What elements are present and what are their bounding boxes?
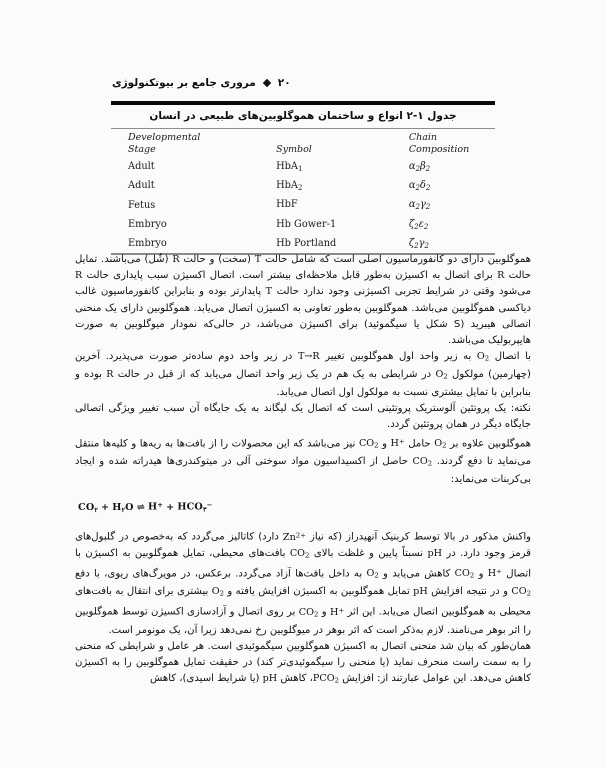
eq-co2-sub: ٢ (94, 505, 99, 514)
chain-a: ζ (408, 237, 415, 249)
equation-plus-1: + (101, 502, 110, 514)
table-caption: جدول ۱-۲ انواع و ساختمان هموگلوبین‌های طبیعی در انسان (149, 110, 457, 122)
paragraph-3-note: نکته: یک پروتئین آلوستریک پروتئینی است که اتصال یک لیگاند به یک جایگاه آن سبب تغییر ویژگی اتصالی جایگاه دیگر در همان پروتئین گردد. (75, 403, 531, 431)
p5-seg-c: نسبتاً پایین و غلظت بالای (309, 547, 428, 559)
symbol-CO2-sub: 2 (469, 572, 475, 581)
p4-seg-d: نیز می‌باشد که این محصولات را از بافت‌ها به ریه‌ها و کلیه‌ها منتقل می‌نماید تا دفع گردند. (75, 438, 532, 468)
table-row (111, 177, 495, 196)
symbol-CO2 (511, 586, 531, 597)
header-rule (111, 101, 495, 105)
chain-a-sub: 2 (415, 163, 420, 173)
symbol-O2-text: O (211, 586, 220, 598)
eq-hco3-sup: − (206, 501, 213, 510)
equation-rhs-h (148, 497, 163, 516)
table-header-row (111, 129, 495, 158)
chain-a-sub: 2 (414, 221, 419, 231)
cell-stage: Fetus (128, 199, 156, 211)
symbol-CO2 (299, 607, 319, 618)
eq-hco3-sub: ٣ (202, 505, 207, 514)
symbol-R: R (172, 254, 180, 265)
hemoglobin-table (111, 129, 495, 254)
symbol-CO2-text: CO (511, 586, 527, 598)
symbol-O2-text: O (476, 351, 485, 363)
column-header-chain (403, 129, 495, 158)
symbol-PCO2 (313, 673, 339, 684)
chain-b: γ (419, 199, 426, 211)
symbol-CO2 (290, 548, 310, 559)
symbol-PCO2-sub: 2 (334, 677, 339, 686)
eq-h2o-o: O (125, 502, 134, 514)
paragraph-5 (75, 527, 531, 639)
body-copy (75, 252, 531, 689)
symbol-T-to-R: T→R (297, 351, 320, 363)
symbol-CO2-sub: 2 (305, 551, 310, 560)
cell-stage: Embryo (128, 238, 167, 249)
symbol-zinc (283, 532, 306, 543)
equation-equilibrium-arrow: ⇌ (136, 502, 145, 514)
symbol-O2-text: O (366, 568, 375, 580)
p5-seg-j: بیشتری برای انتقال به بافت‌های محیطی به هموگلوبین اتصال می‌یابد. این اثر (75, 586, 531, 618)
symbol-O2 (477, 351, 489, 362)
cell-symbol-text: HbA (276, 160, 298, 172)
chain-a: α (408, 199, 416, 211)
cell-chain (403, 157, 495, 176)
symbol-O2-sub: 2 (484, 354, 490, 363)
cell-symbol (276, 177, 403, 196)
eq-h2o-sub: ٢ (121, 505, 126, 514)
chain-b: ε (418, 218, 424, 230)
symbol-CO2-text: CO (298, 606, 314, 618)
symbol-H-plus (391, 438, 405, 449)
chain-b-sub: 2 (425, 163, 431, 173)
column-header-stage (111, 129, 276, 158)
symbol-CO2 (359, 438, 379, 449)
symbol-H-text: H (329, 606, 339, 618)
symbol-H-sup: + (496, 567, 502, 576)
chain-a-sub: 2 (415, 182, 420, 192)
cell-symbol-subscript: 2 (298, 182, 303, 192)
p5-seg-l: بر روی اتصال و آزادسازی اکسیژن توسط هموگلوبین را اثر بوهر می‌نامند. لازم به‌ذکر است که اثر بوهر در میوگلوبین رخ نمی‌دهد زیرا آن، یک مونومر است. (75, 606, 531, 636)
symbol-H-sup: + (338, 606, 345, 615)
cell-chain (403, 177, 495, 196)
symbol-O2-text: O (435, 369, 444, 381)
chain-b-sub: 2 (424, 240, 429, 250)
p5-seg-f: کاهش می‌یابد و (378, 568, 455, 580)
p6-seg-c: (یا شرایط اسیدی)، کاهش (150, 673, 263, 685)
eq-co2-text: CO (78, 502, 95, 514)
p1-seg-b: (سخت) و حالت (179, 254, 255, 265)
symbol-O2-sub: 2 (219, 590, 225, 599)
symbol-H-text: H (487, 568, 497, 580)
chain-a: α (408, 180, 416, 192)
symbol-pH: pH (413, 586, 428, 598)
cell-chain (403, 215, 495, 234)
paragraph-4 (75, 434, 531, 489)
column-header-symbol-line2: Symbol (276, 143, 312, 155)
cell-symbol-subscript: 1 (298, 163, 303, 173)
eq-h-text: H (147, 502, 158, 514)
equation-plus-2: + (166, 502, 175, 514)
p5-seg-i: تمایل هموگلوبین به اکسیژن افزایش یافته و (224, 586, 414, 598)
table-body (111, 157, 495, 253)
chain-a-sub: 2 (415, 202, 420, 212)
symbol-O2-text: O (434, 438, 443, 450)
p5-seg-g: به داخل بافت‌ها آزاد می‌گردد. برعکس، در مویرگ‌های ریوی، با دفع (75, 568, 367, 580)
p2-seg-a: با اتصال (489, 351, 531, 363)
p1-seg-e: می‌شود وقتی در شرایط تجربی اکسیژنی وجود ندارد حالت (272, 286, 531, 298)
cell-stage: Adult (128, 161, 155, 173)
cell-chain (403, 234, 495, 253)
paragraph-1 (75, 252, 531, 349)
symbol-CO2 (455, 568, 475, 579)
p6-seg-b: ، کاهش (277, 673, 313, 685)
eq-h2o-h: H (112, 502, 122, 514)
p2-seg-c: در زیر واحد دوم ساده‌تر صورت می‌پذیرد. آخرین (چهارمین) مولکول (75, 351, 531, 381)
table-row (111, 215, 495, 234)
column-header-stage-line2: Stage (128, 143, 156, 155)
chain-a-sub: 2 (414, 240, 419, 250)
column-header-chain-line2: Composition (408, 143, 470, 155)
symbol-H-sup: + (398, 437, 405, 446)
eq-h-sup: + (157, 501, 164, 510)
eq-hco3-text: HCO (177, 502, 203, 514)
symbol-O2 (435, 369, 447, 380)
chain-b: β (419, 160, 426, 172)
chain-b: δ (419, 180, 426, 192)
cell-symbol (276, 196, 403, 215)
symbol-H-plus (330, 607, 344, 618)
header-title: مروری جامع بر بیوتکنولوژی (112, 77, 256, 89)
p2-seg-d: در شرایطی به یک هم در یک زیر واحد اتصال می‌یابد که از قبل در حالت (113, 369, 436, 381)
equation-lhs-co2 (78, 500, 98, 518)
p1-seg-c: (شُل) می‌باشند. تمایل حالت (75, 254, 531, 282)
cell-symbol-text: Hb Gower-1 (276, 218, 337, 230)
symbol-CO2-sub: 2 (526, 590, 532, 599)
symbol-T: T (254, 254, 262, 265)
table-row (111, 196, 495, 215)
symbol-CO2-sub: 2 (374, 442, 379, 451)
p5-seg-d: بافت‌های محیطی، تمایل هموگلوبین به اکسیژن با اتصال (75, 547, 532, 580)
symbol-R: R (497, 270, 505, 282)
p2-seg-b: به زیر واحد اول هموگلوبین تغییر (319, 351, 477, 363)
symbol-O2 (366, 568, 378, 579)
p4-seg-e: حاصل از اکسیداسیون مواد سوختی آلی در میتوکندری‌ها هیدراته شده و ایجاد بی‌کربنات می‌نماید: (75, 456, 531, 486)
symbol-CO2-text: CO (412, 456, 428, 468)
paragraph-6 (75, 639, 531, 689)
symbol-pH: pH (262, 673, 278, 685)
equation-lhs-h2o (112, 500, 133, 518)
p5-seg-b: دارد) کاتالیز می‌گردد که به‌خصوص در گلبول‌های قرمز وجود دارد. در (75, 531, 531, 559)
bicarbonate-equation (75, 497, 531, 518)
paragraph-2 (75, 349, 531, 401)
cell-symbol (276, 157, 403, 176)
cell-symbol-text: HbF (276, 199, 298, 211)
p5-seg-a: واکنش مذکور در بالا توسط کربنیک آنهیدراز (که نیاز (305, 531, 531, 543)
symbol-H-text: H (390, 438, 399, 450)
chain-b-sub: 2 (425, 202, 431, 212)
page-number: ۲۰ (277, 77, 291, 89)
table-head (111, 129, 495, 158)
cell-symbol-text: Hb Portland (276, 237, 337, 249)
running-header (112, 78, 494, 89)
column-header-stage-line1: Developmental (128, 131, 201, 143)
p4-seg-b: حامل (404, 438, 435, 450)
symbol-PCO2-text: PCO (312, 673, 335, 685)
p1-seg-a: هموگلوبین دارای دو کانفورماسیون اصلی است که شامل حالت (261, 254, 531, 265)
chain-b-sub: 2 (425, 182, 431, 192)
chain-b-sub: 2 (423, 221, 429, 231)
p1-seg-f: پایدارتر بوده و بنابراین کانفورماسیون غالب دیاکسی هموگلوبین می‌باشد. هموگلوبین به‌طور تعاونی به اکسیژن اتصال می‌یابد. هموگلوبین دارای یک منحنی اتصالی هیبرید (S شکل یا سیگموئید) برای اکسیژن می‌باشد، در حالی‌که نمودار میوگلوبین به صورت هایپربولیک می‌باشد. (75, 286, 531, 347)
symbol-CO2-sub: 2 (313, 610, 319, 619)
p5-seg-e: و (474, 568, 488, 580)
symbol-CO2-text: CO (358, 438, 375, 450)
column-header-chain-line1: Chain (408, 131, 438, 143)
cell-stage: Embryo (128, 218, 167, 230)
symbol-R: R (106, 369, 114, 381)
symbol-O2-sub: 2 (443, 372, 448, 381)
chain-a: α (408, 160, 416, 172)
symbol-O2 (434, 438, 446, 449)
p4-seg-c: و (378, 438, 391, 450)
symbol-CO2 (413, 456, 433, 467)
p6-seg-a: همان‌طور که بیان شد منحنی اتصال به اکسیژن هموگلوبین سیگموئیدی است. هر عامل و شرایطی که منحنی را به سمت راست منحرف نماید (یا منحنی را سیگموئیدی‌تر کند) در حقیقت تمایل هموگلوبین را به اکسیژن کاهش می‌دهد. این عوامل عبارتند از: افزایش (75, 641, 531, 685)
symbol-CO2-text: CO (454, 568, 470, 580)
hemoglobin-table-block (111, 110, 495, 255)
symbol-zn-sup: 2+ (295, 531, 306, 540)
symbol-R: R (75, 270, 83, 282)
cell-chain (403, 196, 495, 215)
table-row (111, 157, 495, 176)
symbol-pH: pH (427, 547, 442, 559)
symbol-H-plus (488, 568, 502, 579)
p1-seg-d: برای اتصال به اکسیژن به‌طور قابل ملاحظه‌ای بیشتر است. اتصال اکسیژن سبب پایداری حالت (82, 270, 498, 282)
cell-symbol (276, 234, 403, 253)
symbol-O2 (212, 586, 224, 597)
p4-seg-a: هموگلوبین علاوه بر (446, 438, 531, 450)
diamond-icon (263, 79, 271, 87)
p5-seg-h: و در نتیجه افزایش (427, 586, 512, 598)
cell-stage: Adult (128, 180, 155, 192)
cell-symbol-text: HbA (276, 180, 298, 192)
symbol-O2-sub: 2 (442, 442, 447, 451)
table-row (111, 234, 495, 253)
chain-a: ζ (408, 218, 415, 230)
symbol-CO2-sub: 2 (427, 459, 433, 468)
symbol-T: T (265, 286, 273, 298)
symbol-O2-sub: 2 (374, 572, 379, 581)
p2-seg-e: بوده و بنابراین با تمایل بیشتری نسبت به مولکول اول اتصال می‌یابد. (75, 369, 531, 399)
cell-symbol (276, 215, 403, 234)
column-header-symbol (276, 129, 403, 158)
p5-seg-k: و (318, 606, 330, 618)
symbol-zn-text: Zn (282, 531, 296, 543)
chain-b: γ (418, 237, 425, 249)
equation-rhs-hco3 (177, 497, 212, 518)
symbol-CO2-text: CO (289, 547, 306, 559)
